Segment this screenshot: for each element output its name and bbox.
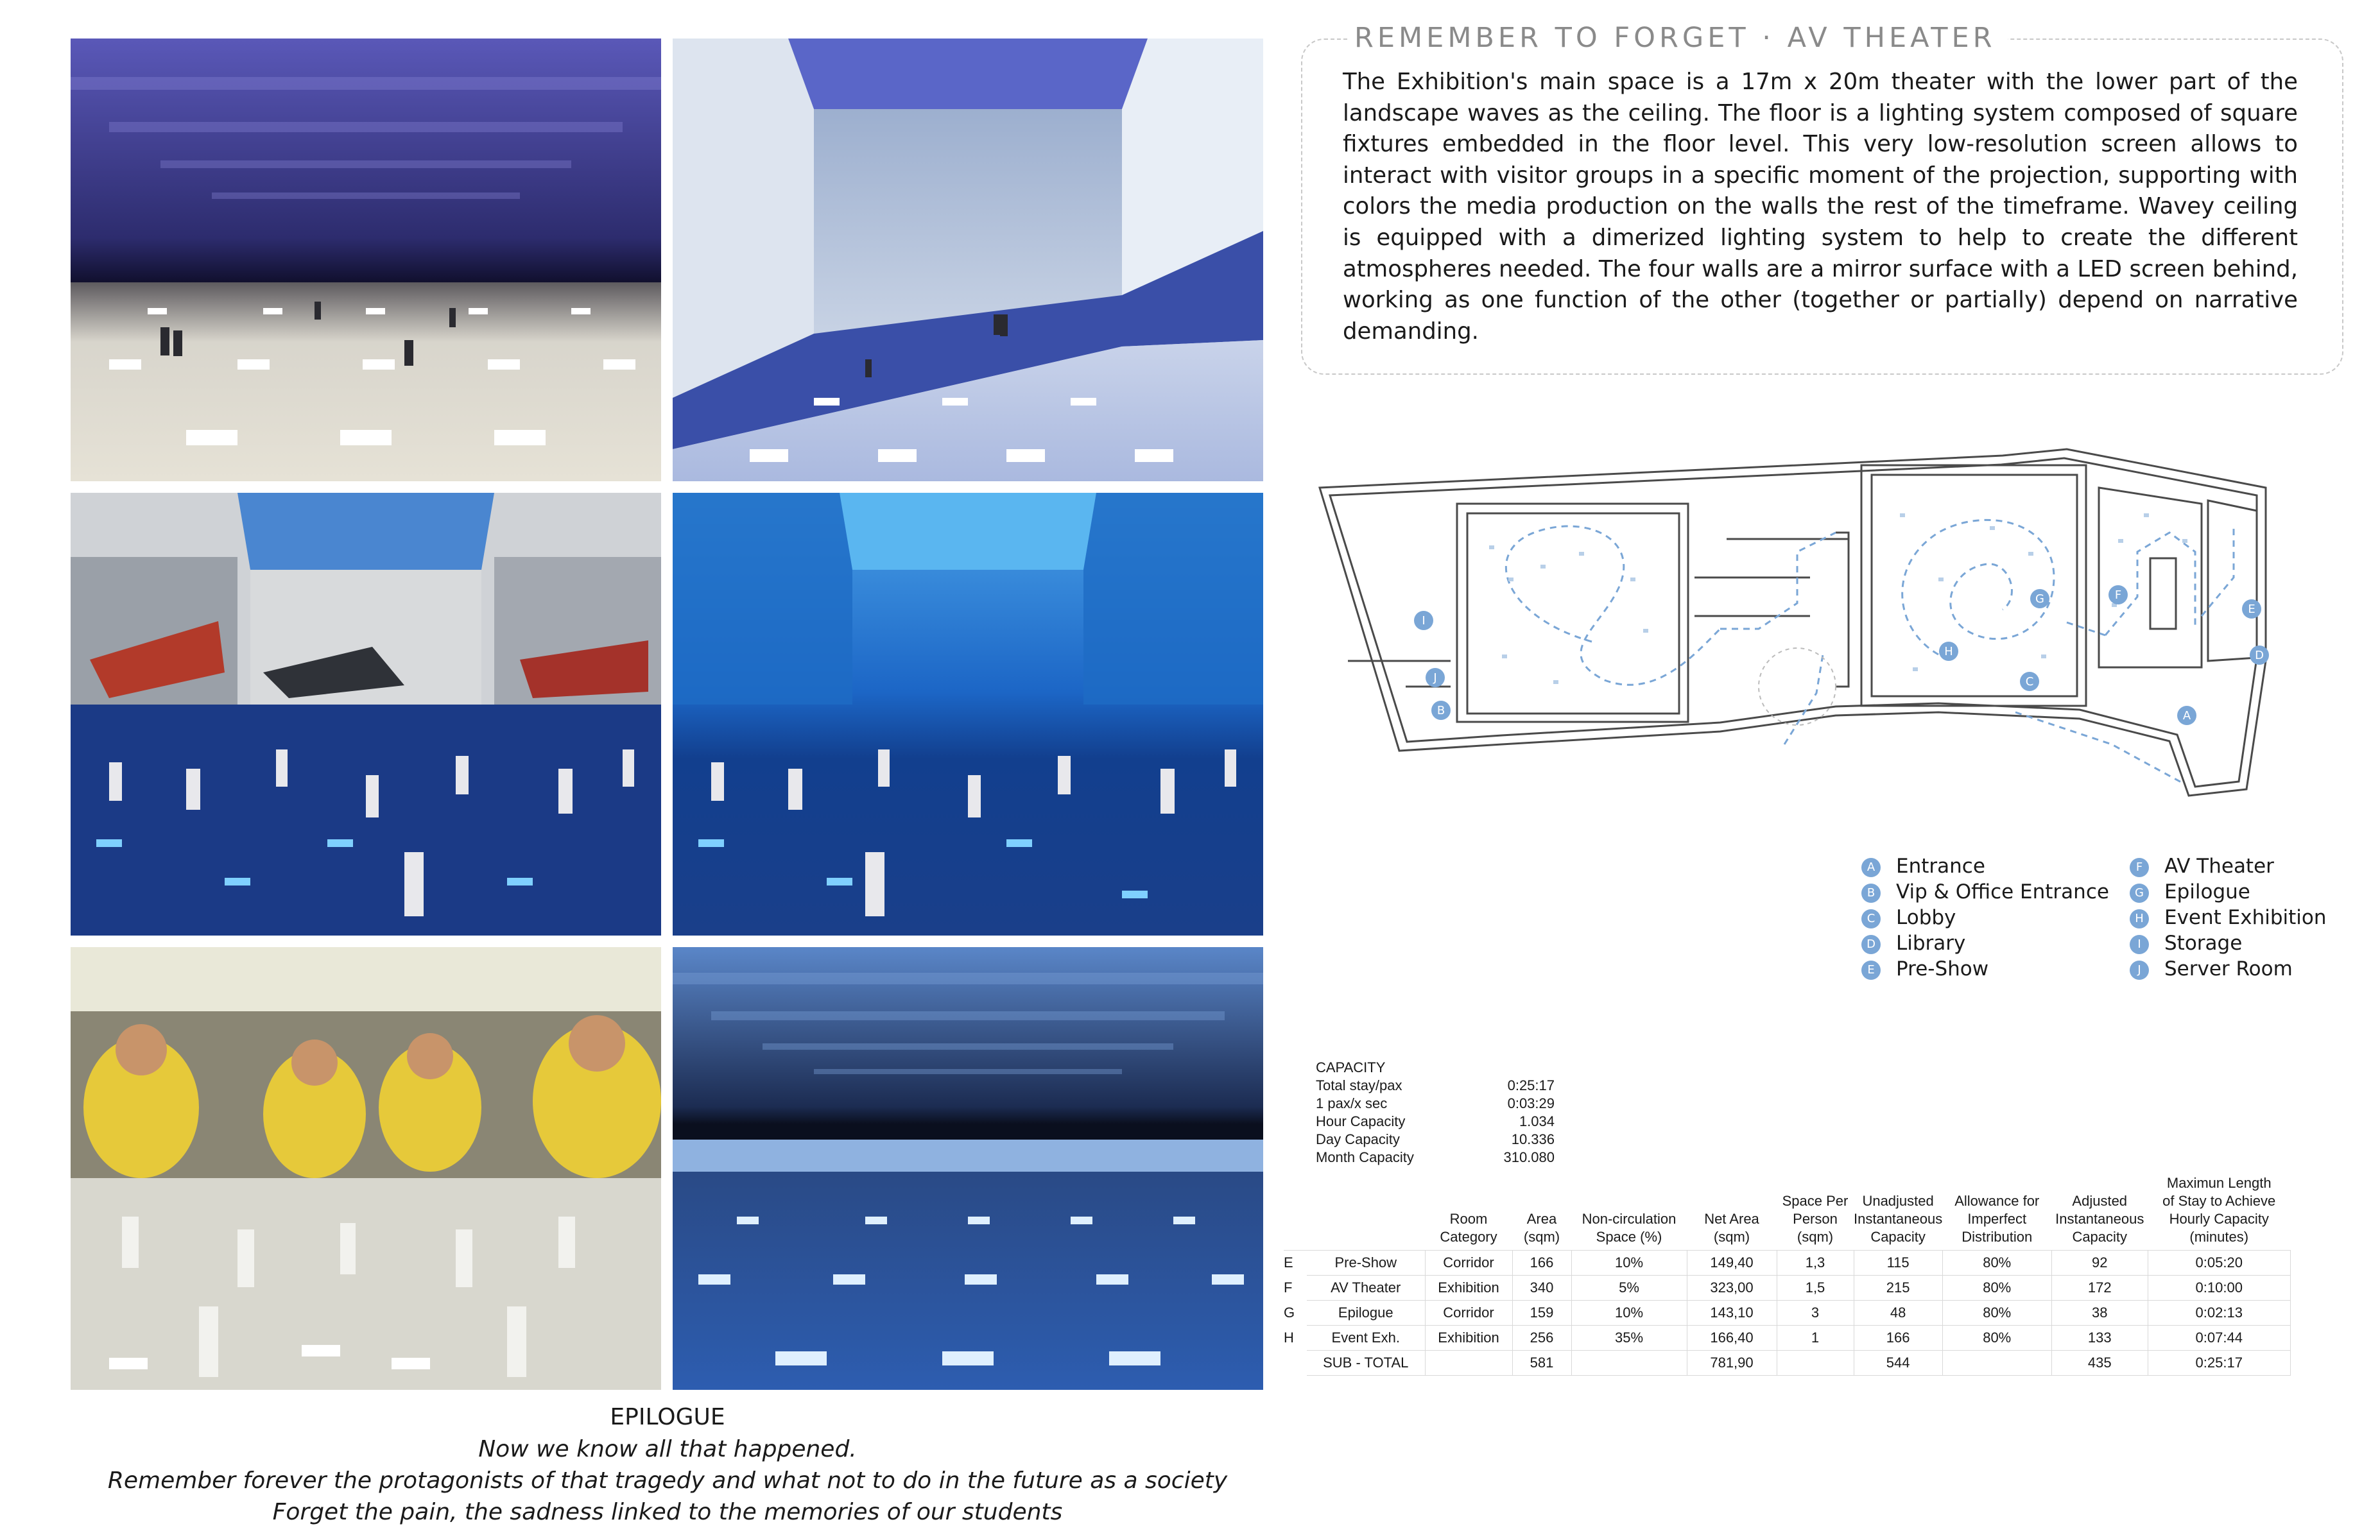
photo-sky-sea-projection [673, 38, 1263, 481]
table-cell: 159 [1512, 1301, 1571, 1326]
table-cell [1571, 1351, 1687, 1376]
table-cell: 166 [1512, 1251, 1571, 1276]
table-header: Allowance for Imperfect Distribution [1954, 1193, 2040, 1245]
row-letter: E [1284, 1251, 1307, 1276]
table-cell: 149,40 [1687, 1251, 1777, 1276]
table-row [1284, 1251, 2290, 1276]
capacity-table [1284, 1174, 2291, 1376]
table-cell: Exhibition [1425, 1326, 1512, 1351]
legend-dot: A [1861, 858, 1881, 877]
legend-item [2130, 905, 2327, 930]
table-row [1284, 1276, 2290, 1301]
table-cell: Exhibition [1425, 1276, 1512, 1301]
legend-dot: C [1861, 909, 1881, 928]
capacity-row [1316, 1131, 1560, 1149]
legend-label: Server Room [2164, 957, 2293, 980]
plan-label-g: G [2035, 592, 2044, 606]
capacity-label: Month Capacity [1316, 1149, 1414, 1165]
capacity-label: Total stay/pax [1316, 1077, 1402, 1093]
table-cell: 143,10 [1687, 1301, 1777, 1326]
legend-dot: E [1861, 961, 1881, 980]
plan-label-j: J [1433, 671, 1437, 685]
table-cell [1942, 1351, 2051, 1376]
legend-dot: B [1861, 884, 1881, 903]
legend-item [1861, 905, 1956, 930]
table-cell: 80% [1942, 1301, 2051, 1326]
table-cell: SUB - TOTAL [1307, 1351, 1425, 1376]
table-cell: 92 [2051, 1251, 2148, 1276]
table-cell: 1,5 [1777, 1276, 1854, 1301]
capacity-value: 0:25:17 [1507, 1077, 1555, 1093]
table-header: Unadjusted Instantaneous Capacity [1854, 1193, 1943, 1245]
photo-underwater-projection [673, 493, 1263, 936]
table-cell: 166 [1854, 1326, 1942, 1351]
capacity-summary [1316, 1059, 1560, 1167]
legend-label: Epilogue [2164, 880, 2250, 903]
table-header-blank [1307, 1174, 1425, 1251]
caption-line-3: Forget the pain, the sadness linked to the memories of our students [272, 1499, 1063, 1525]
table-cell: Corridor [1425, 1301, 1512, 1326]
legend-item [1861, 879, 2109, 905]
legend-item [2130, 956, 2293, 982]
table-cell: 10% [1571, 1251, 1687, 1276]
table-cell: 1,3 [1777, 1251, 1854, 1276]
table-header: Non-circulation Space (%) [1582, 1211, 1677, 1245]
table-cell: 781,90 [1687, 1351, 1777, 1376]
capacity-label: Hour Capacity [1316, 1113, 1406, 1129]
photo-blue-infinite-reflection [673, 947, 1263, 1390]
table-header: Adjusted Instantaneous Capacity [2055, 1193, 2144, 1245]
table-cell: 35% [1571, 1326, 1687, 1351]
capacity-label: 1 pax/x sec [1316, 1095, 1388, 1111]
legend-dot: H [2130, 909, 2149, 928]
table-cell: 323,00 [1687, 1276, 1777, 1301]
legend-dot: G [2130, 884, 2149, 903]
table-header: Space Per Person (sqm) [1782, 1193, 1849, 1245]
legend-dot: F [2130, 858, 2149, 877]
legend-dot: J [2130, 961, 2149, 980]
table-cell: 544 [1854, 1351, 1942, 1376]
table-cell: 48 [1854, 1301, 1942, 1326]
photo-yellow-raincoats-mirror [71, 947, 661, 1390]
table-cell: 340 [1512, 1276, 1571, 1301]
floor-plan [1309, 385, 2362, 834]
page-title: REMEMBER TO FORGET · AV THEATER [1349, 22, 2008, 54]
legend-label: Entrance [1896, 855, 1985, 878]
table-header-row [1284, 1174, 2290, 1251]
table-cell: 581 [1512, 1351, 1571, 1376]
row-letter: F [1284, 1279, 1293, 1296]
plan-label-d: D [2255, 649, 2264, 662]
plan-label-c: C [2025, 675, 2034, 689]
photo-rescue-boats-projection [71, 493, 661, 936]
photo-floor-lights-purple [71, 38, 661, 481]
legend-label: AV Theater [2164, 855, 2274, 878]
legend-label: Event Exhibition [2164, 906, 2327, 929]
table-cell: 435 [2051, 1351, 2148, 1376]
table-cell: 0:07:44 [2148, 1326, 2290, 1351]
plan-label-b: B [1436, 704, 1445, 717]
table-row [1284, 1301, 2290, 1326]
plan-label-h: H [1944, 645, 1953, 658]
caption-heading: EPILOGUE [610, 1404, 725, 1430]
plan-legend [1861, 853, 2327, 995]
table-cell: 0:25:17 [2148, 1351, 2290, 1376]
legend-label: Storage [2164, 932, 2243, 955]
plan-label-i: I [1422, 614, 1426, 628]
table-cell: 1 [1777, 1326, 1854, 1351]
table-cell: 5% [1571, 1276, 1687, 1301]
capacity-row [1316, 1095, 1560, 1113]
table-cell: 80% [1942, 1251, 2051, 1276]
capacity-value: 310.080 [1503, 1149, 1555, 1165]
capacity-heading: CAPACITY [1316, 1059, 1386, 1075]
row-letter: H [1284, 1330, 1294, 1346]
table-cell: 3 [1777, 1301, 1854, 1326]
capacity-value: 0:03:29 [1507, 1095, 1555, 1111]
plan-label-a: A [2182, 709, 2191, 723]
table-cell: 38 [2051, 1301, 2148, 1326]
table-cell: 0:05:20 [2148, 1251, 2290, 1276]
table-header-blank [1284, 1174, 1307, 1251]
table-header: Net Area (sqm) [1704, 1211, 1759, 1245]
legend-label: Pre-Show [1896, 957, 1989, 980]
table-cell: Corridor [1425, 1251, 1512, 1276]
table-header: Area (sqm) [1523, 1211, 1560, 1245]
legend-item [2130, 879, 2250, 905]
capacity-label: Day Capacity [1316, 1131, 1400, 1147]
plan-label-e: E [2248, 603, 2255, 616]
table-cell [1425, 1351, 1512, 1376]
capacity-row [1316, 1149, 1560, 1167]
table-cell: Epilogue [1307, 1301, 1425, 1326]
legend-item [2130, 930, 2242, 956]
row-letter [1284, 1351, 1307, 1376]
capacity-row [1316, 1113, 1560, 1131]
table-header: Room Category [1440, 1211, 1497, 1245]
legend-label: Lobby [1896, 906, 1956, 929]
legend-item [2130, 853, 2274, 879]
table-cell: AV Theater [1307, 1276, 1425, 1301]
table-cell: Event Exh. [1307, 1326, 1425, 1351]
table-row [1284, 1326, 2290, 1351]
legend-item [1861, 930, 1965, 956]
table-cell: 166,40 [1687, 1326, 1777, 1351]
legend-dot: D [1861, 935, 1881, 954]
legend-item [1861, 853, 1985, 879]
table-cell: 80% [1942, 1276, 2051, 1301]
row-letter: G [1284, 1305, 1295, 1321]
capacity-value: 10.336 [1511, 1131, 1555, 1147]
table-cell: 80% [1942, 1326, 2051, 1351]
theater-description: The Exhibition's main space is a 17m x 20m theater with the lower part of the landscape waves as the ceiling. The floor is a lighting system composed of square fixtures embedded in the floor level. This very low-resolution screen allows to interact with visitor groups in a specific moment of the projection, supporting with colors the media production on the walls the rest of the timeframe. Wavey ceiling is equipped with a dimerized lighting system to help to create the different atmospheres needed. The four walls are a mirror surface with a LED screen behind, working as one function of the other (together or partially) depend on narrative demanding. [1343, 69, 2298, 345]
table-cell: Pre-Show [1307, 1251, 1425, 1276]
table-cell: 0:02:13 [2148, 1301, 2290, 1326]
legend-label: Vip & Office Entrance [1896, 880, 2109, 903]
epilogue-caption [71, 1401, 1264, 1528]
table-cell: 256 [1512, 1326, 1571, 1351]
legend-dot: I [2130, 935, 2149, 954]
legend-label: Library [1896, 932, 1966, 955]
table-cell: 10% [1571, 1301, 1687, 1326]
table-cell [1777, 1351, 1854, 1376]
capacity-value: 1.034 [1519, 1113, 1555, 1129]
table-cell: 133 [2051, 1326, 2148, 1351]
capacity-row [1316, 1077, 1560, 1095]
table-cell: 115 [1854, 1251, 1942, 1276]
legend-item [1861, 956, 1988, 982]
caption-line-1: Now we know all that happened. [478, 1436, 857, 1462]
table-cell: 172 [2051, 1276, 2148, 1301]
table-cell: 215 [1854, 1276, 1942, 1301]
table-cell: 0:10:00 [2148, 1276, 2290, 1301]
plan-label-f: F [2114, 588, 2122, 602]
table-row-subtotal [1284, 1351, 2290, 1376]
capacity-heading-row [1316, 1059, 1560, 1077]
caption-line-2: Remember forever the protagonists of that tragedy and what not to do in the future as a society [107, 1467, 1228, 1494]
table-header: Maximun Length of Stay to Achieve Hourly Capacity (minutes) [2162, 1175, 2276, 1245]
